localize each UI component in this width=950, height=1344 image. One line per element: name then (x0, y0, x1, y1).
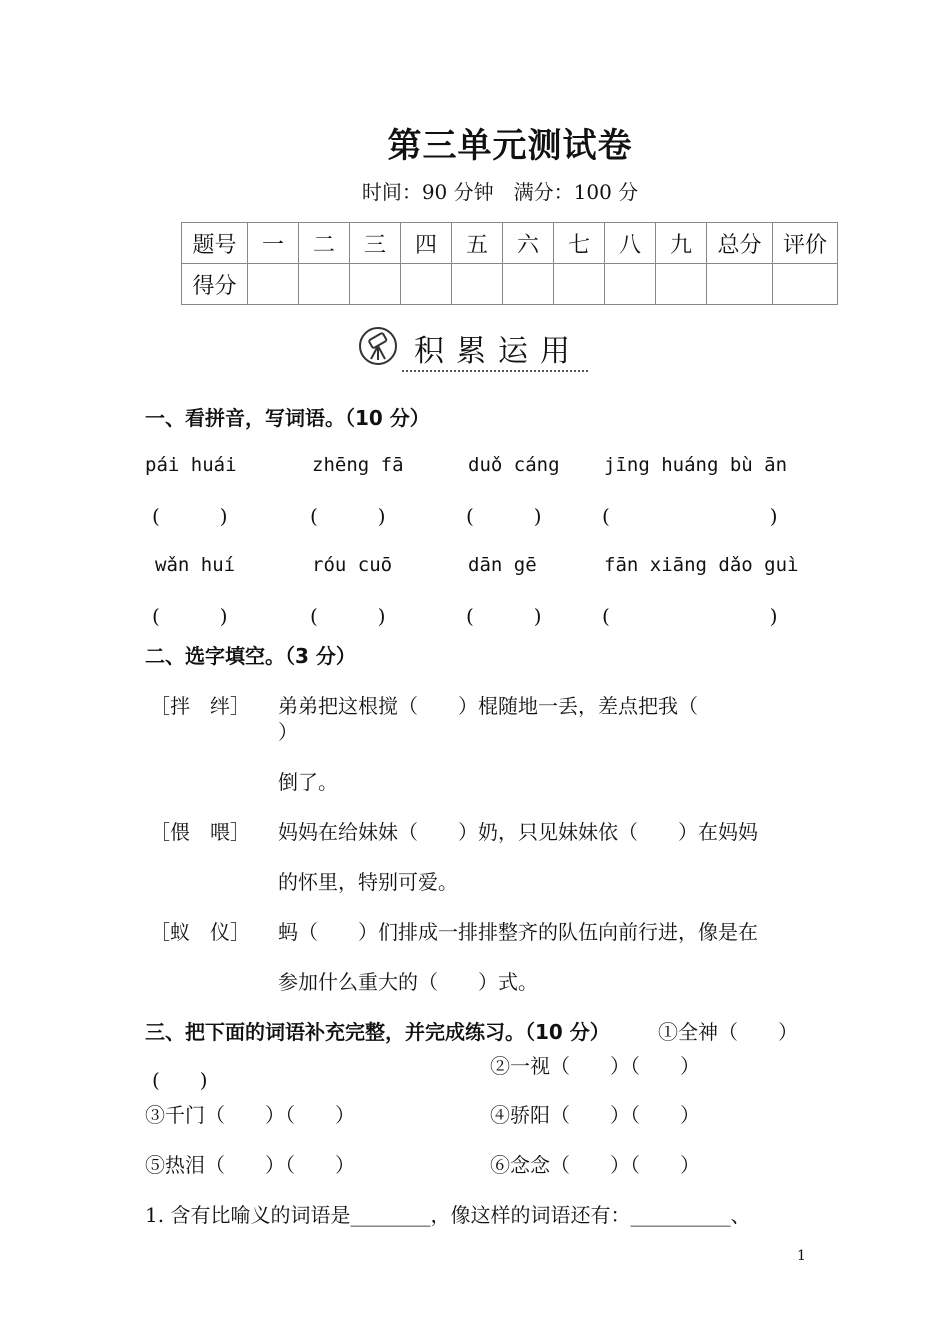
score-cell[interactable] (707, 264, 773, 305)
pinyin: jīng huáng bù ān (604, 454, 788, 476)
table-cell: 八 (605, 223, 656, 264)
table-cell: 四 (401, 223, 452, 264)
table-cell: 评价 (773, 223, 838, 264)
table-cell: 总分 (707, 223, 773, 264)
score-cell[interactable] (554, 264, 605, 305)
answer-blank[interactable]: ( ) (602, 604, 778, 628)
table-cell: 二 (299, 223, 350, 264)
table-cell: 六 (503, 223, 554, 264)
table-cell: 五 (452, 223, 503, 264)
score-cell[interactable] (248, 264, 299, 305)
char-options: ［拌 绊］ (150, 694, 250, 718)
question-1-heading: 一、看拼音，写词语。（10 分） (145, 406, 430, 430)
word-blank: ①全神（ ） (658, 1020, 798, 1044)
section-banner (358, 322, 590, 374)
table-cell: 题号 (182, 223, 248, 264)
table-cell: 得分 (182, 264, 248, 305)
fill-sentence: 的怀里，特别可爱。 (278, 870, 458, 894)
question-3-heading: 三、把下面的词语补充完整，并完成练习。（10 分） (145, 1020, 610, 1044)
section-banner-title: 积累运用 (414, 334, 582, 369)
char-options: ［偎 喂］ (150, 820, 250, 844)
fill-sentence: ） (278, 720, 298, 744)
pinyin: wǎn huí (155, 554, 236, 576)
pinyin: duǒ cáng (468, 454, 560, 476)
score-table-score-row (182, 264, 838, 305)
pinyin: dān gē (468, 554, 537, 576)
pinyin: zhēng fā (312, 454, 404, 476)
word-blank: ②一视（ ）（ ） (490, 1054, 700, 1078)
page-number: 1 (797, 1248, 806, 1264)
score-cell[interactable] (605, 264, 656, 305)
answer-blank[interactable]: ( ) (602, 504, 778, 528)
score-cell[interactable] (503, 264, 554, 305)
fill-sentence: 妈妈在给妹妹（ ）奶，只见妹妹依（ ）在妈妈 (278, 820, 758, 844)
score-cell[interactable] (773, 264, 838, 305)
table-cell: 三 (350, 223, 401, 264)
telescope-icon (358, 326, 398, 366)
fill-sentence: 弟弟把这根搅（ ）棍随地一丢，差点把我（ (278, 694, 698, 718)
exam-info: 时间：90 分钟 满分：100 分 (361, 180, 639, 204)
answer-blank[interactable]: ( ) (310, 504, 386, 528)
answer-blank[interactable]: ( ) (152, 504, 228, 528)
score-table-header-row (182, 223, 838, 264)
answer-blank[interactable]: ( ) (466, 604, 542, 628)
answer-blank[interactable]: ( ) (466, 504, 542, 528)
char-options: ［蚁 仪］ (150, 920, 250, 944)
score-cell[interactable] (656, 264, 707, 305)
table-cell: 七 (554, 223, 605, 264)
pinyin: fān xiāng dǎo guì (604, 554, 799, 576)
fill-sentence: 参加什么重大的（ ）式。 (278, 970, 538, 994)
score-cell[interactable] (299, 264, 350, 305)
fill-sentence: 倒了。 (278, 770, 338, 794)
word-blank: ⑤热泪（ ）（ ） (145, 1153, 355, 1177)
score-cell[interactable] (452, 264, 503, 305)
score-cell[interactable] (350, 264, 401, 305)
word-blank: ⑥念念（ ）（ ） (490, 1153, 700, 1177)
table-cell: 一 (248, 223, 299, 264)
answer-blank[interactable]: ( ) (152, 604, 228, 628)
word-blank: ( ) (152, 1068, 208, 1092)
pinyin: róu cuō (312, 554, 393, 576)
score-cell[interactable] (401, 264, 452, 305)
word-blank: ③千门（ ）（ ） (145, 1103, 355, 1127)
word-blank: ④骄阳（ ）（ ） (490, 1103, 700, 1127)
fill-sentence: 蚂（ ）们排成一排排整齐的队伍向前行进，像是在 (278, 920, 758, 944)
answer-blank[interactable]: ( ) (310, 604, 386, 628)
page-title: 第三单元测试卷 (387, 126, 633, 166)
table-cell: 九 (656, 223, 707, 264)
sub-question: 1. 含有比喻义的词语是________，像这样的词语还有：__________、 (145, 1203, 751, 1227)
banner-underline (402, 370, 588, 372)
pinyin: pái huái (145, 454, 237, 476)
score-table (181, 222, 838, 305)
question-2-heading: 二、选字填空。（3 分） (145, 644, 356, 668)
